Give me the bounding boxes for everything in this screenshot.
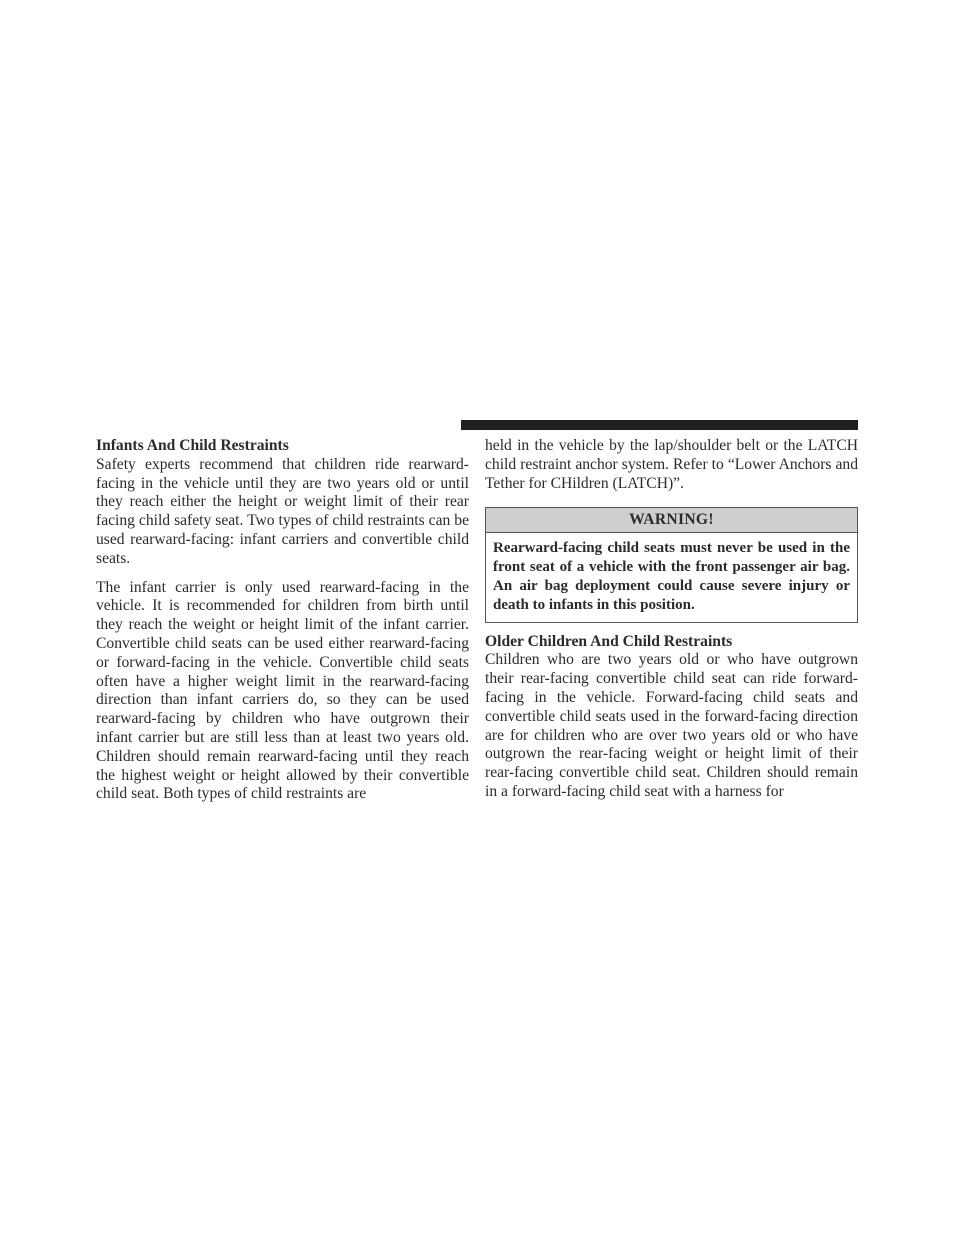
warning-text: Rearward-facing child seats must never be used in the front seat of a vehicle with the front passenger air bag. An air bag deployment could cause severe injury or death to infants in this position.: [493, 540, 850, 613]
paragraph-forward-facing: Children who are two years old or who have outgrown their rear-facing convertible child seat can ride forward-facing in the vehicle. Forward-facing child seats and convertible child seats used in the forward-facing direction are for children who are over two years old or who have outgrown the rear-facing weight or height limit of their rear-facing convertible child seat. Children should remain in a forward-facing child seat with a harness for: [485, 651, 858, 800]
right-column: [485, 437, 858, 802]
paragraph-continuation: held in the vehicle by the lap/shoulder belt or the LATCH child restraint anchor system. Refer to “Lower Anchors and Tether for CHildren (LATCH)”.: [485, 437, 858, 492]
header-rule: [461, 420, 858, 430]
warning-box: [485, 507, 858, 622]
warning-title: WARNING!: [486, 508, 857, 533]
section-heading-infants: Infants And Child Restraints: [96, 437, 289, 454]
section-heading-older-children: Older Children And Child Restraints: [485, 632, 733, 650]
paragraph-infant-carrier: The infant carrier is only used rearward-facing in the vehicle. It is recommended for children from birth until they reach the weight or height limit of the infant carrier. Convertible child seats can be used either rearward-facing or forward-facing in the vehicle. Convertible child seats often have a higher weight limit in the rearward-facing direction than infant carriers do, so they can be used rearward-facing by children who have outgrown their infant carrier but are still less than at least two years old. Children should remain rearward-facing until they reach the highest weight or height allowed by their convertible child seat. Both types of child restraints are: [96, 578, 469, 803]
left-column: [96, 437, 469, 804]
paragraph-rearward-recommendation: Safety experts recommend that children ride rearward-facing in the vehicle until they are two years old or until they reach either the height or weight limit of their rear facing child safety seat. Two types of child restraints can be used rearward-facing: infant carriers and convertible child seats.: [96, 455, 469, 567]
